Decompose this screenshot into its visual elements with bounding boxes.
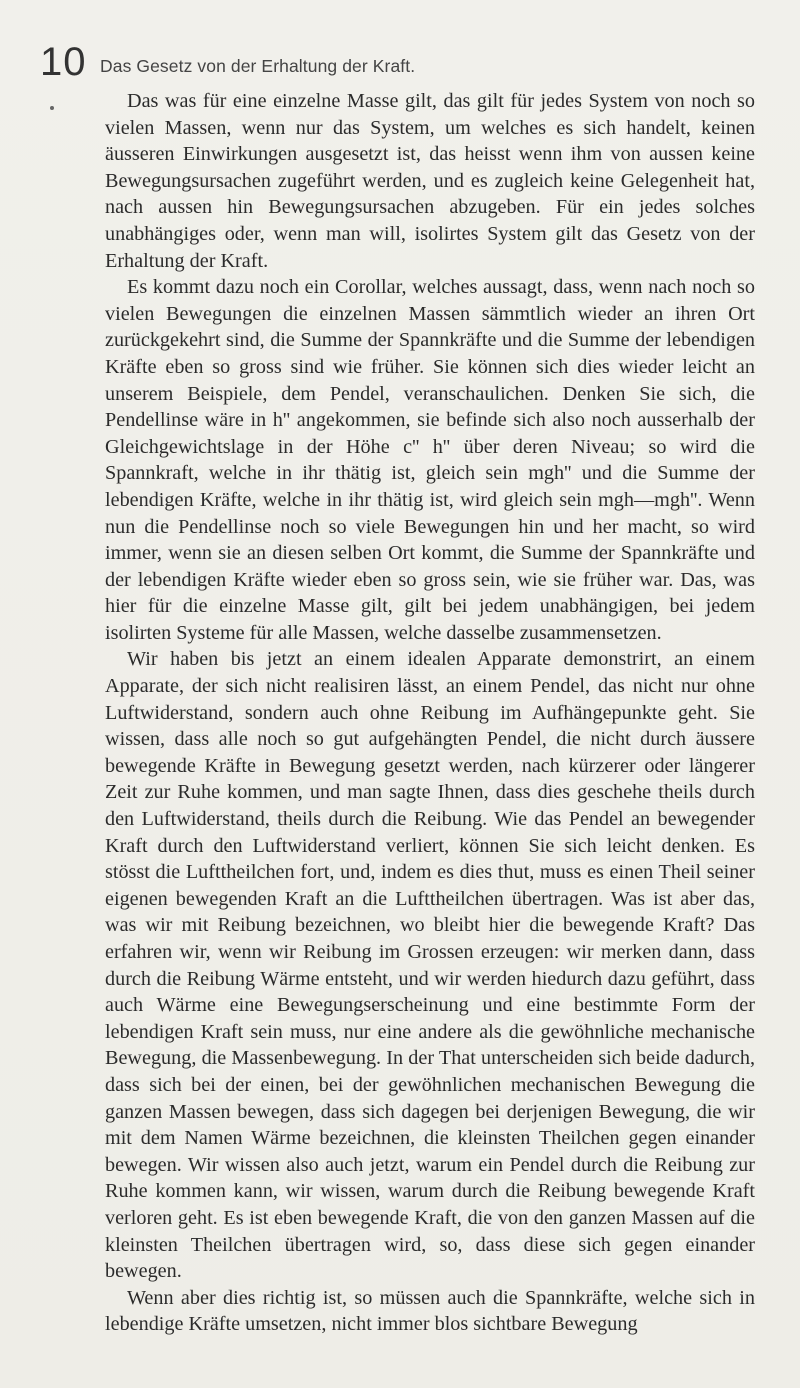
page-number: 10 (40, 40, 87, 84)
running-title: Das Gesetz von der Erhaltung der Kraft. (100, 56, 416, 76)
paragraph: Wir haben bis jetzt an einem idealen Apparate demonstrirt, an einem Apparate, der sich nicht realisiren lässt, an einem Pendel, das nicht nur ohne Luftwiderstand, sondern auch ohne Reibung im Aufhängepunkte geht. Sie wissen, dass alle noch so gut aufgehängten Pendel, die nicht durch äussere bewegende Kräfte in Bewegung gesetzt werden, nach kürzerer oder längerer Zeit zur Ruhe kommen, und man sagte Ihnen, dass dies geschehe theils durch den Luftwiderstand, theils durch die Reibung. Wie das Pendel an bewegender Kraft durch den Luftwiderstand verliert, können Sie sich leicht denken. Es stösst die Lufttheilchen fort, und, indem es dies thut, muss es einen Theil seiner eigenen bewegenden Kraft an die Lufttheilchen übertragen. Was ist aber das, was wir mit Reibung bezeichnen, wo bleibt hier die bewegende Kraft? Das erfahren wir, wenn wir Reibung im Grossen erzeugen: wir merken dann, dass durch die Reibung Wärme entsteht, und wir werden hiedurch dazu geführt, dass auch Wärme eine Bewegungserscheinung und eine bestimmte Form der lebendigen Kraft sein muss, nur eine andere als die gewöhnliche mechanische Bewegung, die Massenbewegung. In der That unterscheiden sich beide dadurch, dass sich bei der einen, bei der gewöhnlichen mechanischen Bewegung die ganzen Massen bewegen, dass sich dagegen bei derjenigen Bewegung, die wir mit dem Namen Wärme bezeichnen, die kleinsten Theilchen gegen einander bewegen. Wir wissen also auch jetzt, warum ein Pendel durch die Reibung zur Ruhe kommen kann, wir wissen, warum durch die Reibung bewegende Kraft verloren geht. Es ist eben bewegende Kraft, die von den ganzen Massen auf die kleinsten Theilchen übertragen wird, so, dass diese sich gegen einander bewegen. (105, 648, 755, 1283)
paragraph: Das was für eine einzelne Masse gilt, das gilt für jedes System von noch so vielen Massen, wenn nur das System, um welches es sich handelt, keinen äusseren Einwirkungen ausgesetzt ist, das heisst wenn ihm von aussen keine Bewegungsursachen zugeführt werden, und es zugleich keine Gelegenheit hat, nach aussen hin Bewegungsursachen abzugeben. Für ein jedes solches unabhängiges oder, wenn man will, isolirtes System gilt das Gesetz von der Erhaltung der Kraft. (105, 90, 755, 272)
printing-speck (50, 106, 54, 110)
paragraph: Es kommt dazu noch ein Corollar, welches aussagt, dass, wenn nach noch so vielen Bewegungen die einzelnen Massen sämmtlich wieder an ihren Ort zurückgekehrt sind, die Summe der Spannkräfte und die Summe der lebendigen Kräfte eben so gross sind wie früher. Sie können sich dies wieder leicht an unserem Beispiele, dem Pendel, veranschaulichen. Denken Sie sich, die Pendellinse wäre in h'' angekommen, sie befinde sich also noch ausserhalb der Gleichgewichtslage in der Höhe c'' h'' über deren Niveau; so wird die Spannkraft, welche in ihr thätig ist, gleich sein mgh'' und die Summe der lebendigen Kräfte, welche in ihr thätig ist, wird gleich sein mgh—mgh''. Wenn nun die Pendellinse noch so viele Bewegungen hin und her macht, so wird immer, wenn sie an diesen selben Ort kommt, die Summe der Spannkräfte und der lebendigen Kräfte wieder eben so gross sein, wie sie früher war. Das, was hier für die einzelne Masse gilt, gilt bei jedem unabhängigen, bei jedem isolirten Systeme für alle Massen, welche dasselbe zusammensetzen. (105, 276, 755, 644)
page-header (40, 42, 800, 82)
paragraph: Wenn aber dies richtig ist, so müssen auch die Spannkräfte, welche sich in lebendige Kräfte umsetzen, nicht immer blos sichtbare Bewegung (105, 1286, 755, 1336)
body-text (105, 88, 755, 1338)
